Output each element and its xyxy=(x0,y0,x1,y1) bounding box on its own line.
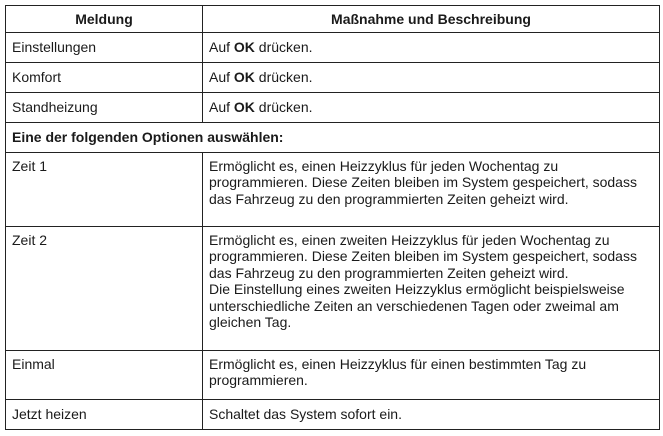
section-row xyxy=(6,122,660,152)
action-prefix: Auf xyxy=(209,68,234,85)
table-row-zeit-2 xyxy=(6,226,660,350)
table-row-komfort xyxy=(6,62,660,92)
ok-key-label: OK xyxy=(233,98,255,115)
message-cell: Zeit 2 xyxy=(6,226,203,350)
header-massnahme: Maßnahme und Beschreibung xyxy=(203,6,660,33)
message-cell: Einstellungen xyxy=(6,32,203,62)
ok-key-label: OK xyxy=(233,38,255,55)
table-row-einstellungen xyxy=(6,32,660,62)
ok-key-label: OK xyxy=(233,68,255,85)
description-cell: Ermöglicht es, einen Heizzyklus für jeden Wochentag zu programmieren. Diese Zeiten bleiben im System gespeichert, sodass das Fahrzeug zu den programmierten Zeiten geheizt wird. xyxy=(203,152,660,226)
header-meldung: Meldung xyxy=(6,6,203,33)
table-row-standheizung xyxy=(6,92,660,122)
description-extra-text: Die Einstellung eines zweiten Heizzyklus ermöglicht beispielsweise unterschiedliche Zeiten an verschiedenen Tagen oder zweimal am gleichen Tag. xyxy=(209,281,625,330)
description-cell: Schaltet das System sofort ein. xyxy=(203,399,660,429)
action-suffix: drücken. xyxy=(254,68,313,85)
message-cell: Komfort xyxy=(6,62,203,92)
action-prefix: Auf xyxy=(209,38,234,55)
message-cell: Standheizung xyxy=(6,92,203,122)
action-cell xyxy=(203,62,660,92)
message-cell: Zeit 1 xyxy=(6,152,203,226)
action-cell xyxy=(203,32,660,62)
description-text: Ermöglicht es, einen zweiten Heizzyklus für jeden Wochentag zu programmieren. Diese Zeiten bleiben im System gespeichert, sodass das Fahrzeug zu den programmierten Zeiten geheizt wird. xyxy=(209,231,637,281)
message-cell: Einmal xyxy=(6,350,203,399)
table-row-jetzt-heizen xyxy=(6,399,660,429)
heater-settings-table xyxy=(5,5,660,430)
table-row-einmal xyxy=(6,350,660,399)
description-cell xyxy=(203,226,660,350)
table-row-zeit-1 xyxy=(6,152,660,226)
action-cell xyxy=(203,92,660,122)
action-prefix: Auf xyxy=(209,98,234,115)
section-title: Eine der folgenden Optionen auswählen: xyxy=(6,122,660,152)
table-header-row xyxy=(6,6,660,33)
message-cell: Jetzt heizen xyxy=(6,399,203,429)
action-suffix: drücken. xyxy=(254,98,313,115)
action-suffix: drücken. xyxy=(254,38,313,55)
description-cell: Ermöglicht es, einen Heizzyklus für einen bestimmten Tag zu programmieren. xyxy=(203,350,660,399)
